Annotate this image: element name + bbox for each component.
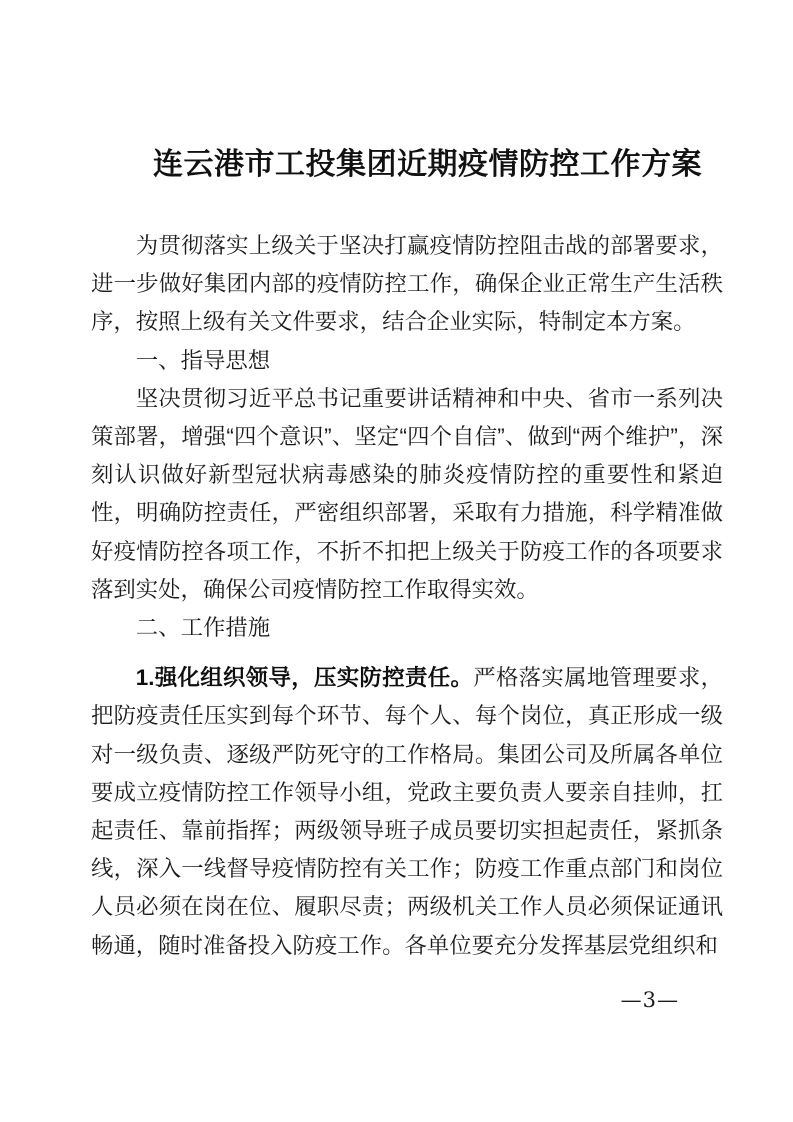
- section1-body-paragraph: 坚决贯彻习近平总书记重要讲话精神和中央、省市一系列决策部署，增强“四个意识”、坚定“四个自信”、做到“两个维护”，深刻认识做好新型冠状病毒感染的肺炎疫情防控的重要性和紧迫性，明确防控责任，严密组织部署，采取有力措施，科学精准做好疫情防控各项工作，不折不扣把上级关于防疫工作的各项要求落到实处，确保公司疫情防控工作取得实效。: [91, 385, 723, 602]
- intro-paragraph: 为贯彻落实上级关于坚决打赢疫情防控阻击战的部署要求，进一步做好集团内部的疫情防控工作，确保企业正常生产生活秩序，按照上级有关文件要求，结合企业实际，特制定本方案。: [91, 233, 723, 335]
- section2-heading: 二、工作措施: [135, 615, 271, 641]
- document-title: 连云港市工投集团近期疫情防控工作方案: [153, 148, 702, 181]
- measure1-lead-text: 1.强化组织领导，压实防控责任。: [135, 665, 474, 691]
- measure1-paragraph: [91, 659, 723, 965]
- section1-heading: 一、指导思想: [135, 347, 271, 373]
- measure1-body-text: 严格落实属地管理要求，把防疫责任压实到每个环节、每个人、每个岗位，真正形成一级对一级负责、逐级严防死守的工作格局。集团公司及所属各单位要成立疫情防控工作领导小组，党政主要负责人要亲自挂帅，扛起责任、靠前指挥；两级领导班子成员要切实担起责任，紧抓条线，深入一线督导疫情防控有关工作；防疫工作重点部门和岗位人员必须在岗在位、履职尽责；两级机关工作人员必须保证通讯畅通，随时准备投入防疫工作。各单位要充分发挥基层党组织和: [91, 665, 723, 958]
- document-body: [91, 227, 723, 965]
- page-number: —3—: [620, 988, 679, 1012]
